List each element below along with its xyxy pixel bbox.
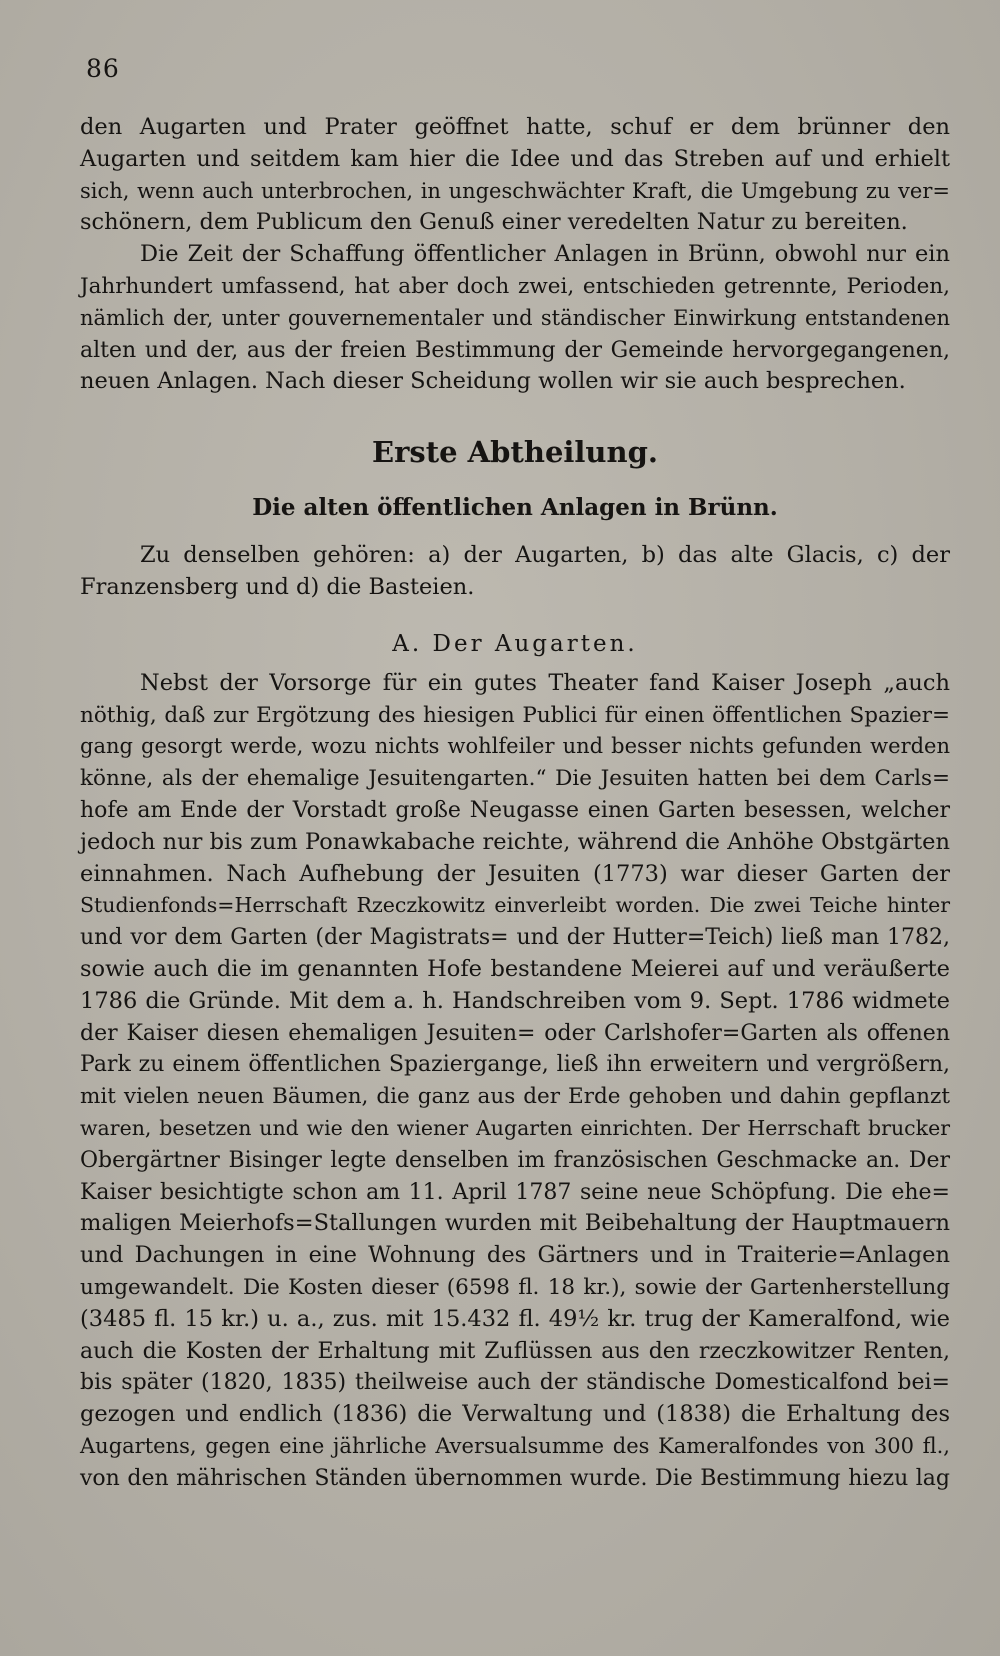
- text-line: bis später (1820, 1835) theilweise auch der ständische Domesticalfond bei=: [80, 1370, 950, 1396]
- text-line: auch die Kosten der Erhaltung mit Zuflüssen aus den rzeczkowitzer Renten,: [80, 1338, 950, 1364]
- paragraph-4: [80, 668, 950, 1495]
- text-line: hofe am Ende der Vorstadt große Neugasse einen Garten besessen, welcher: [80, 797, 950, 823]
- text-line: sich, wenn auch unterbrochen, in ungeschwächter Kraft, die Umgebung zu ver=: [80, 178, 950, 203]
- text-line: gang gesorgt werde, wozu nichts wohlfeiler und besser nichts gefunden werden: [80, 734, 950, 759]
- text-line: und Dachungen in eine Wohnung des Gärtners und in Traiterie=Anlagen: [80, 1242, 950, 1269]
- text-line: Augarten und seitdem kam hier die Idee und das Streben auf und erhielt: [80, 145, 950, 172]
- text-line: Zu denselben gehören: a) der Augarten, b) das alte Glacis, c) der: [140, 542, 950, 569]
- text-line: Park zu einem öffentlichen Spaziergange, ließ ihn erweitern und vergrößern,: [80, 1052, 950, 1078]
- text-line: Nebst der Vorsorge für ein gutes Theater fand Kaiser Joseph „auch: [140, 669, 950, 696]
- paragraph-2: [80, 239, 950, 398]
- text-line: waren, besetzen und wie den wiener Augarten einrichten. Der Herrschaft brucker: [80, 1115, 950, 1140]
- text-line: nöthig, daß zur Ergötzung des hiesigen Publici für einen öffentlichen Spazier=: [80, 702, 950, 728]
- subsection-heading: Die alten öffentlichen Anlagen in Brünn.: [252, 494, 778, 522]
- text-line: einnahmen. Nach Aufhebung der Jesuiten (1773) war dieser Garten der: [80, 860, 950, 887]
- text-line: und vor dem Garten (der Magistrats= und der Hutter=Teich) ließ man 1782,: [80, 925, 950, 951]
- text-line: 1786 die Gründe. Mit dem a. h. Handschreiben vom 9. Sept. 1786 widmete: [80, 987, 950, 1014]
- text-line: den Augarten und Prater geöffnet hatte, schuf er dem brünner den: [80, 114, 950, 140]
- text-line: jedoch nur bis zum Ponawkabache reichte, während die Anhöhe Obstgärten: [80, 828, 950, 855]
- text-line: Franzensberg und d) die Basteien.: [80, 573, 475, 600]
- text-line: Die Zeit der Schaffung öffentlicher Anlagen in Brünn, obwohl nur ein: [140, 241, 950, 268]
- item-heading: A. Der Augarten.: [392, 630, 638, 657]
- paragraph-3: [80, 540, 950, 604]
- section-heading: Erste Abtheilung.: [372, 435, 658, 470]
- text-line: gezogen und endlich (1836) die Verwaltung und (1838) die Erhaltung des: [80, 1401, 950, 1428]
- text-line: Studienfonds=Herrschaft Rzeczkowitz einverleibt worden. Die zwei Teiche hinter: [80, 893, 950, 918]
- paragraph-1: [80, 112, 950, 239]
- text-line: neuen Anlagen. Nach dieser Scheidung wollen wir sie auch besprechen.: [80, 368, 906, 395]
- text-line: der Kaiser diesen ehemaligen Jesuiten= oder Carlshofer=Garten als offenen: [80, 1020, 950, 1046]
- text-line: könne, als der ehemalige Jesuitengarten.“ Die Jesuiten hatten bei dem Carls=: [80, 766, 950, 792]
- text-line: umgewandelt. Die Kosten dieser (6598 fl. 18 kr.), sowie der Gartenherstellung: [80, 1274, 950, 1300]
- text-line: alten und der, aus der freien Bestimmung der Gemeinde hervorgegangenen,: [80, 337, 950, 363]
- text-line: Kaiser besichtigte schon am 11. April 1787 seine neue Schöpfung. Die ehe=: [80, 1179, 950, 1205]
- text-line: mit vielen neuen Bäumen, die ganz aus der Erde gehoben und dahin gepflanzt: [80, 1084, 950, 1110]
- text-line: von den mährischen Ständen übernommen wurde. Die Bestimmung hiezu lag: [80, 1465, 950, 1491]
- text-line: maligen Meierhofs=Stallungen wurden mit Beibehaltung der Hauptmauern: [80, 1210, 950, 1237]
- text-line: (3485 fl. 15 kr.) u. a., zus. mit 15.432 fl. 49½ kr. trug der Kameralfond, wie: [80, 1305, 950, 1332]
- page-body: [80, 112, 950, 1494]
- text-line: sowie auch die im genannten Hofe bestandene Meierei auf und veräußerte: [80, 955, 950, 982]
- text-line: Jahrhundert umfassend, hat aber doch zwei, entschieden getrennte, Perioden,: [80, 273, 950, 299]
- text-line: schönern, dem Publicum den Genuß einer veredelten Natur zu bereiten.: [80, 209, 908, 236]
- text-line: Obergärtner Bisinger legte denselben im französischen Geschmacke an. Der: [80, 1147, 950, 1173]
- page-number: 86: [86, 54, 120, 83]
- text-line: Augartens, gegen eine jährliche Aversualsumme des Kameralfondes von 300 fl.,: [80, 1433, 950, 1458]
- text-line: nämlich der, unter gouvernementaler und ständischer Einwirkung entstandenen: [80, 305, 950, 330]
